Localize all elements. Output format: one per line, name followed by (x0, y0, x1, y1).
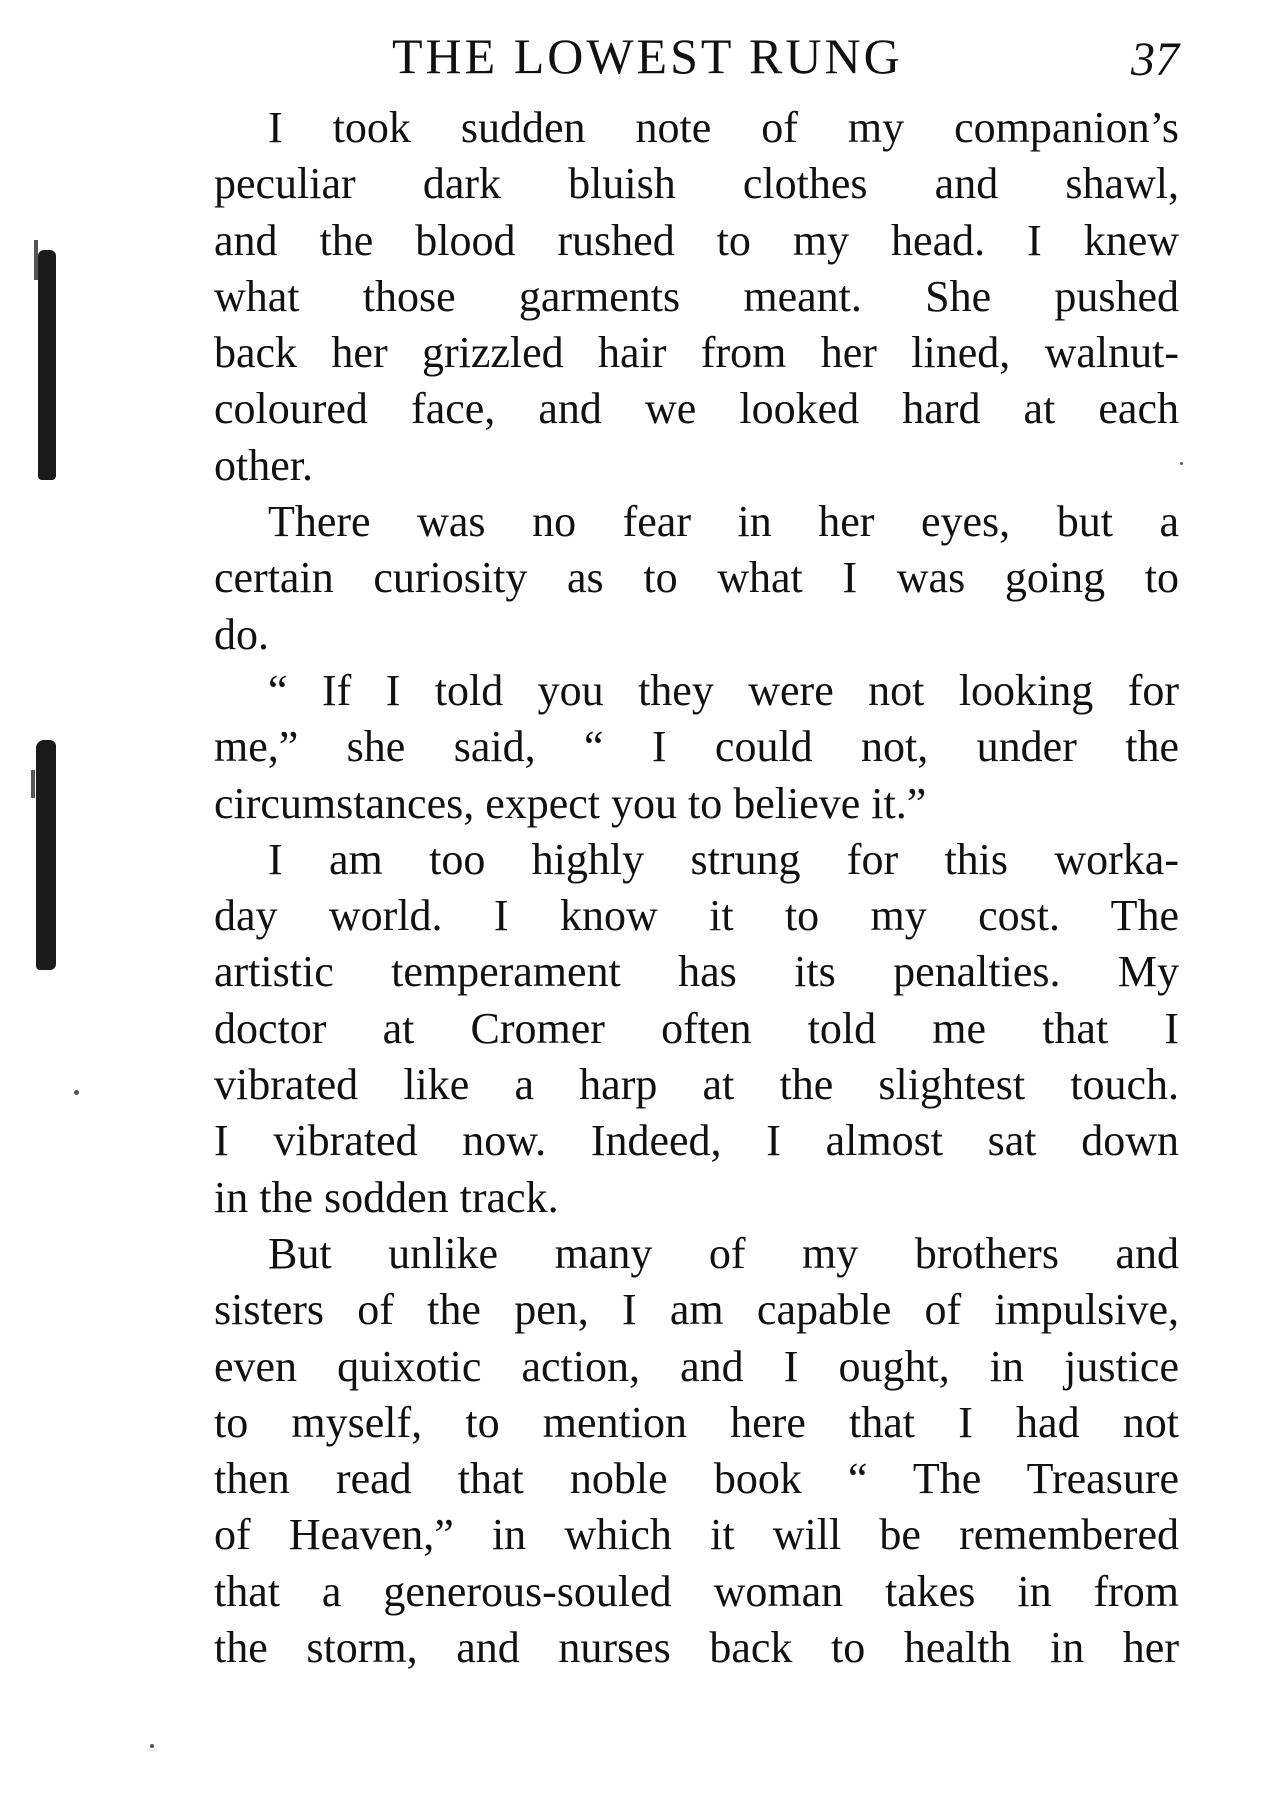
scan-speck (1180, 462, 1183, 465)
text-line: in the sodden track. (214, 1172, 559, 1222)
body-text (214, 100, 1179, 1676)
text-line: artistic temperament has its penalties. My (214, 947, 1179, 997)
scan-margin-mark (31, 770, 35, 798)
text-line: then read that noble book “ The Treasure (214, 1454, 1179, 1504)
scan-margin-mark (34, 240, 38, 280)
text-line: coloured face, and we looked hard at each (214, 384, 1179, 434)
text-line: what those garments meant. She pushed (214, 271, 1179, 321)
text-line: There was no fear in her eyes, but a (268, 497, 1179, 547)
text-line: day world. I know it to my cost. The (214, 891, 1179, 941)
text-line: peculiar dark bluish clothes and shawl, (214, 159, 1179, 209)
page-number: 37 (1131, 33, 1179, 86)
text-line: to myself, to mention here that I had not (214, 1397, 1179, 1447)
running-title: THE LOWEST RUNG (392, 28, 903, 84)
text-line: vibrated like a harp at the slightest touch. (214, 1060, 1179, 1110)
text-line: I am too highly strung for this worka- (268, 834, 1179, 884)
text-line: sisters of the pen, I am capable of impulsive, (214, 1285, 1179, 1335)
text-line: circumstances, expect you to believe it.” (214, 778, 927, 828)
text-line: the storm, and nurses back to health in her (214, 1623, 1179, 1673)
text-line: “ If I told you they were not looking for (268, 665, 1179, 715)
text-line: me,” she said, “ I could not, under the (214, 722, 1179, 772)
scan-speck (74, 1090, 79, 1095)
scan-margin-mark (36, 740, 56, 970)
text-line: of Heaven,” in which it will be remembered (214, 1510, 1179, 1560)
text-line: But unlike many of my brothers and (268, 1228, 1179, 1278)
text-line: other. (214, 440, 313, 490)
text-line: certain curiosity as to what I was going to (214, 553, 1179, 603)
text-line: even quixotic action, and I ought, in justice (214, 1341, 1179, 1391)
running-head (214, 24, 1179, 88)
text-line: and the blood rushed to my head. I knew (214, 215, 1179, 265)
text-line: that a generous-souled woman takes in from (214, 1566, 1179, 1616)
text-line: do. (214, 609, 269, 659)
text-line: back her grizzled hair from her lined, walnut- (214, 328, 1179, 378)
text-line: doctor at Cromer often told me that I (214, 1003, 1179, 1053)
scan-speck (150, 1744, 154, 1748)
scan-margin-mark (38, 250, 56, 480)
text-line: I vibrated now. Indeed, I almost sat down (214, 1116, 1179, 1166)
text-line: I took sudden note of my companion’s (268, 103, 1179, 152)
